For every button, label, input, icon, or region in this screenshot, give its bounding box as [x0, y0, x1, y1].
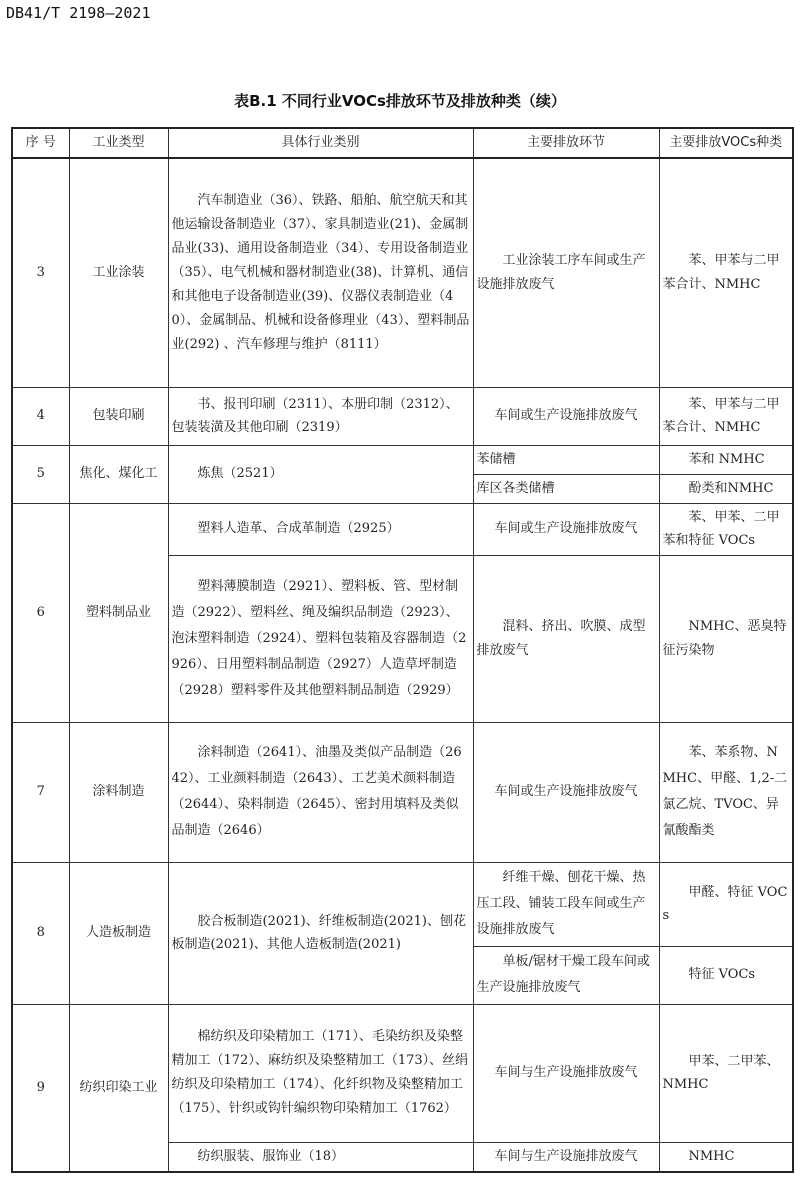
vocs-type: 苯、甲苯与二甲苯合计、NMHC: [659, 387, 793, 445]
table-row: [12, 445, 793, 474]
emission-stage: 车间或生产设施排放废气: [473, 722, 659, 862]
emission-stage: 车间与生产设施排放废气: [473, 1142, 659, 1172]
industry-type: 纺织印染工业: [69, 1004, 168, 1172]
emission-stage: 车间或生产设施排放废气: [473, 503, 659, 555]
column-header-industry-type: 工业类型: [69, 128, 168, 158]
emission-stage: 工业涂装工序车间或生产设施排放废气: [473, 158, 659, 387]
vocs-type: 苯、甲苯、二甲苯和特征 VOCs: [659, 503, 793, 555]
emission-stage: 混料、挤出、吹膜、成型排放废气: [473, 555, 659, 722]
vocs-type: 苯、甲苯与二甲苯合计、NMHC: [659, 158, 793, 387]
table-row: [12, 387, 793, 445]
vocs-emission-table: [11, 127, 794, 1173]
industry-category: 汽车制造业（36）、铁路、船舶、航空航天和其他运输设备制造业（37）、家具制造业(21)、金属制品业(33)、通用设备制造业（34）、专用设备制造业（35）、电气机械和器材制造业(38)、计算机、通信和其他电子设备制造业(39)、仪器仪表制造业（40）、金属制品、机械和设备修理业（43）、塑料制品业(292) 、汽车修理与维护（8111）: [168, 158, 473, 387]
industry-category: 塑料薄膜制造（2921）、塑料板、管、型材制造（2922）、塑料丝、绳及编织品制造（2923）、泡沫塑料制造（2924）、塑料包装箱及容器制造（2926）、日用塑料制品制造（2927）人造草坪制造（2928）塑料零件及其他塑料制品制造（2929）: [168, 555, 473, 722]
industry-type: 塑料制品业: [69, 503, 168, 722]
vocs-type: 苯和 NMHC: [659, 445, 793, 474]
row-number: 9: [12, 1004, 69, 1172]
industry-type: 人造板制造: [69, 862, 168, 1004]
vocs-type: NMHC: [659, 1142, 793, 1172]
vocs-type: 甲苯、二甲苯、NMHC: [659, 1004, 793, 1142]
column-header-category: 具体行业类别: [168, 128, 473, 158]
row-number: 3: [12, 158, 69, 387]
industry-type: 涂料制造: [69, 722, 168, 862]
document-id: DB41/T 2198—2021: [6, 4, 151, 22]
emission-stage: 车间与生产设施排放废气: [473, 1004, 659, 1142]
emission-stage: 苯储槽: [473, 445, 659, 474]
industry-category: 胶合板制造(2021)、纤维板制造(2021)、刨花板制造(2021)、其他人造板制造(2021): [168, 862, 473, 1004]
row-number: 4: [12, 387, 69, 445]
vocs-type: 特征 VOCs: [659, 946, 793, 1004]
emission-stage: 库区各类储槽: [473, 474, 659, 503]
emission-stage: 车间或生产设施排放废气: [473, 387, 659, 445]
table-title: 表B.1 不同行业VOCs排放环节及排放种类（续）: [234, 92, 566, 110]
industry-type: 焦化、煤化工: [69, 445, 168, 503]
table-row: [12, 1004, 793, 1142]
vocs-type: 苯、苯系物、NMHC、甲醛、1,2-二氯乙烷、TVOC、异氰酸酯类: [659, 722, 793, 862]
row-number: 7: [12, 722, 69, 862]
vocs-type: 甲醛、特征 VOCs: [659, 862, 793, 946]
emission-stage: 纤维干燥、刨花干燥、热压工段、铺装工段车间或生产设施排放废气: [473, 862, 659, 946]
industry-category: 炼焦（2521）: [168, 445, 473, 503]
industry-category: 涂料制造（2641）、油墨及类似产品制造（2642）、工业颜料制造（2643）、工艺美术颜料制造（2644）、染料制造（2645）、密封用填料及类似品制造（2646）: [168, 722, 473, 862]
column-header-emission-stage: 主要排放环节: [473, 128, 659, 158]
row-number: 5: [12, 445, 69, 503]
row-number: 8: [12, 862, 69, 1004]
table-row: [12, 862, 793, 946]
vocs-type: NMHC、恶臭特征污染物: [659, 555, 793, 722]
industry-category: 棉纺织及印染精加工（171）、毛染纺织及染整精加工（172）、麻纺织及染整精加工（173）、丝绢纺织及印染精加工（174）、化纤织物及染整精加工（175）、针织或钩针编织物印染精加工（1762）: [168, 1004, 473, 1142]
table-row: [12, 722, 793, 862]
industry-type: 包装印刷: [69, 387, 168, 445]
industry-category: 纺织服装、服饰业（18）: [168, 1142, 473, 1172]
industry-category: 塑料人造革、合成革制造（2925）: [168, 503, 473, 555]
vocs-type: 酚类和NMHC: [659, 474, 793, 503]
emission-stage: 单板/锯材干燥工段车间或生产设施排放废气: [473, 946, 659, 1004]
row-number: 6: [12, 503, 69, 722]
table-row: [12, 158, 793, 387]
table-row: [12, 503, 793, 555]
industry-type: 工业涂装: [69, 158, 168, 387]
industry-category: 书、报刊印刷（2311）、本册印制（2312）、包装装潢及其他印刷（2319）: [168, 387, 473, 445]
column-header-no: 序 号: [12, 128, 69, 158]
table-header-row: [12, 128, 793, 158]
column-header-vocs-type: 主要排放VOCs种类: [659, 128, 793, 158]
